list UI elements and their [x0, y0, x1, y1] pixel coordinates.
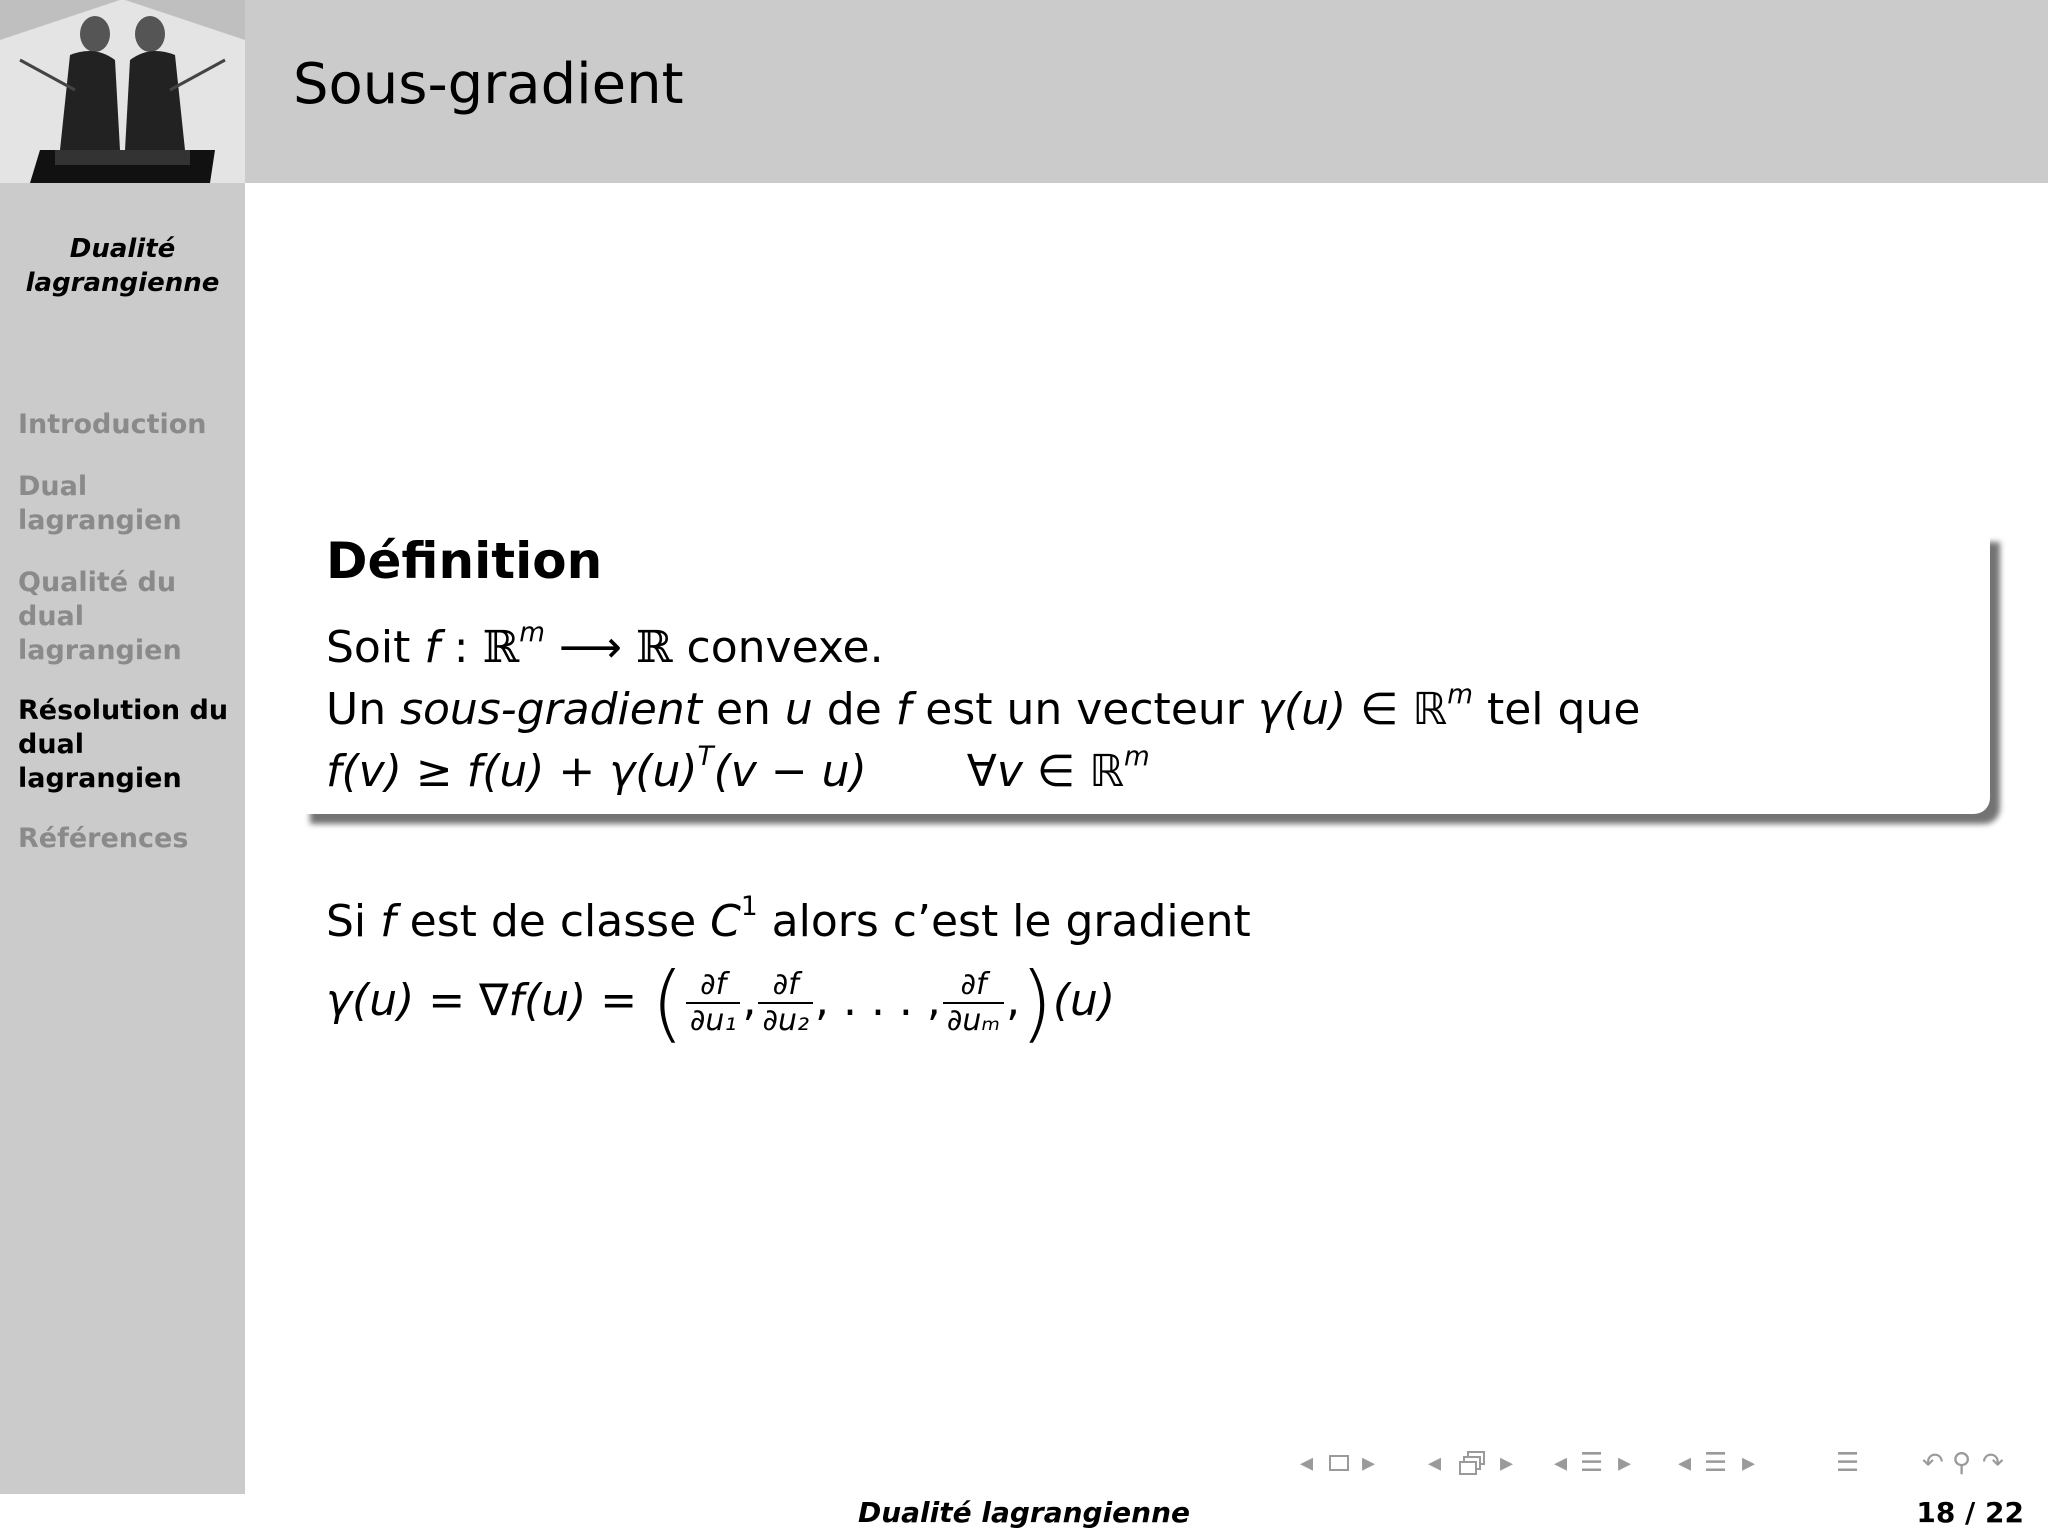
- sidebar-item-label: Dual: [18, 471, 88, 502]
- fraction-denominator: ∂u₁: [689, 1003, 737, 1038]
- definition-line-2: [326, 680, 1640, 740]
- math-u: u: [784, 684, 813, 735]
- frame-icon[interactable]: [1328, 1454, 1352, 1474]
- partial-fraction-2: [758, 968, 813, 1038]
- partial-fraction-1: [686, 968, 741, 1038]
- nav-right-icon[interactable]: ▸: [1500, 1448, 1514, 1478]
- sidebar-title: [0, 232, 245, 300]
- ellipsis: , . . . ,: [815, 975, 941, 1026]
- definition-title: Définition: [326, 532, 603, 590]
- sidebar-item-introduction[interactable]: [18, 408, 233, 442]
- nav-left-icon[interactable]: ◂: [1428, 1448, 1442, 1478]
- math-f: f: [895, 684, 912, 735]
- math-transpose: T: [697, 740, 714, 772]
- sidebar-item-label: dual: [18, 729, 85, 760]
- portrait-logo-icon: [0, 0, 245, 183]
- math-class-c: C: [710, 896, 741, 947]
- text-span: de: [812, 684, 896, 735]
- forward-icon[interactable]: ↷: [1982, 1448, 2004, 1478]
- nav-right-icon[interactable]: ▸: [1618, 1448, 1632, 1478]
- appendix-icon[interactable]: ☰: [1836, 1448, 1860, 1478]
- section-icon[interactable]: ☰: [1704, 1448, 1728, 1478]
- math-f: f: [424, 622, 440, 673]
- nav-right-icon[interactable]: ▸: [1362, 1448, 1376, 1478]
- math-gamma-expr: γ(u) ∈ ℝ: [1257, 684, 1448, 735]
- sidebar-title-line: lagrangienne: [25, 268, 220, 298]
- nav-left-icon[interactable]: ◂: [1678, 1448, 1692, 1478]
- math-exponent: m: [1124, 740, 1150, 772]
- text-span: convexe.: [672, 622, 884, 673]
- math-exponent: m: [1447, 678, 1473, 710]
- definition-line-1: [326, 618, 884, 678]
- math-difference: (v − u): [713, 746, 867, 797]
- text-span: tel que: [1472, 684, 1641, 735]
- fraction-denominator: ∂uₘ: [946, 1003, 1001, 1038]
- sidebar-title-line: Dualité: [69, 234, 176, 264]
- math-exponent: m: [519, 616, 545, 648]
- nav-left-icon[interactable]: ◂: [1554, 1448, 1568, 1478]
- text-span: Un: [326, 684, 401, 735]
- remark-line-2: [326, 954, 1116, 1052]
- fraction-numerator: ∂f: [943, 968, 1004, 1004]
- comma: ,: [742, 975, 757, 1026]
- math-inequality-lhs: f(v) ≥ f(u) + γ(u): [326, 746, 698, 797]
- sidebar-item-label: Introduction: [18, 409, 207, 440]
- back-icon[interactable]: ↶: [1922, 1448, 1944, 1478]
- beamer-navigation: [1300, 1448, 2040, 1484]
- logo-image: [0, 0, 245, 183]
- sidebar-item-qualite[interactable]: [18, 566, 233, 668]
- text-span: Soit: [326, 622, 425, 673]
- sidebar-item-label: Qualité du: [18, 567, 177, 598]
- math-f: f: [380, 896, 396, 947]
- text-span: est un vecteur: [911, 684, 1258, 735]
- sidebar-item-label: lagrangien: [18, 635, 182, 666]
- definition-line-3: [326, 742, 1150, 802]
- slide-title: Sous-gradient: [293, 52, 684, 117]
- partial-fraction-m: [943, 968, 1004, 1038]
- sidebar-item-references[interactable]: [18, 822, 233, 856]
- subsection-icon[interactable]: [1458, 1450, 1488, 1478]
- math-reals: ℝ: [635, 622, 673, 673]
- footer-title: Dualité lagrangienne: [857, 1496, 1191, 1529]
- nav-left-icon[interactable]: ◂: [1300, 1448, 1314, 1478]
- section-icon[interactable]: ☰: [1580, 1448, 1604, 1478]
- sidebar-item-label: lagrangien: [18, 763, 182, 794]
- text-span: :: [439, 622, 483, 673]
- left-paren: (: [651, 954, 684, 1052]
- text-span: en: [701, 684, 785, 735]
- sidebar-item-label: lagrangien: [18, 505, 182, 536]
- sidebar-item-dual-lagrangien[interactable]: [18, 470, 233, 538]
- math-reals: ℝ: [482, 622, 520, 673]
- right-paren: ): [1020, 954, 1053, 1052]
- text-span: alors c’est le gradient: [757, 896, 1251, 947]
- search-icon[interactable]: ⚲: [1952, 1448, 1972, 1478]
- math-forall: ∀v ∈ ℝ: [966, 746, 1125, 797]
- header-bar: [245, 0, 2048, 183]
- fraction-denominator: ∂u₂: [762, 1003, 809, 1038]
- math-arrow: ⟶: [544, 622, 636, 673]
- text-span: Si: [326, 896, 381, 947]
- nav-right-icon[interactable]: ▸: [1742, 1448, 1756, 1478]
- math-gradient-lhs: γ(u) = ∇f(u) =: [326, 975, 652, 1026]
- sidebar-item-label: Résolution du: [18, 695, 229, 726]
- emphasis-term: sous-gradient: [400, 684, 702, 735]
- page-number: 18 / 22: [1916, 1496, 2024, 1529]
- text-span: est de classe: [395, 896, 711, 947]
- math-argument: (u): [1052, 975, 1116, 1026]
- fraction-numerator: ∂f: [758, 968, 813, 1004]
- math-exponent: 1: [740, 890, 758, 922]
- sidebar: [0, 0, 245, 1494]
- comma: ,: [1006, 975, 1021, 1026]
- remark-line-1: [326, 892, 1251, 952]
- sidebar-item-resolution[interactable]: [18, 694, 233, 796]
- sidebar-item-label: Références: [18, 823, 189, 854]
- fraction-numerator: ∂f: [686, 968, 741, 1004]
- sidebar-item-label: dual: [18, 601, 85, 632]
